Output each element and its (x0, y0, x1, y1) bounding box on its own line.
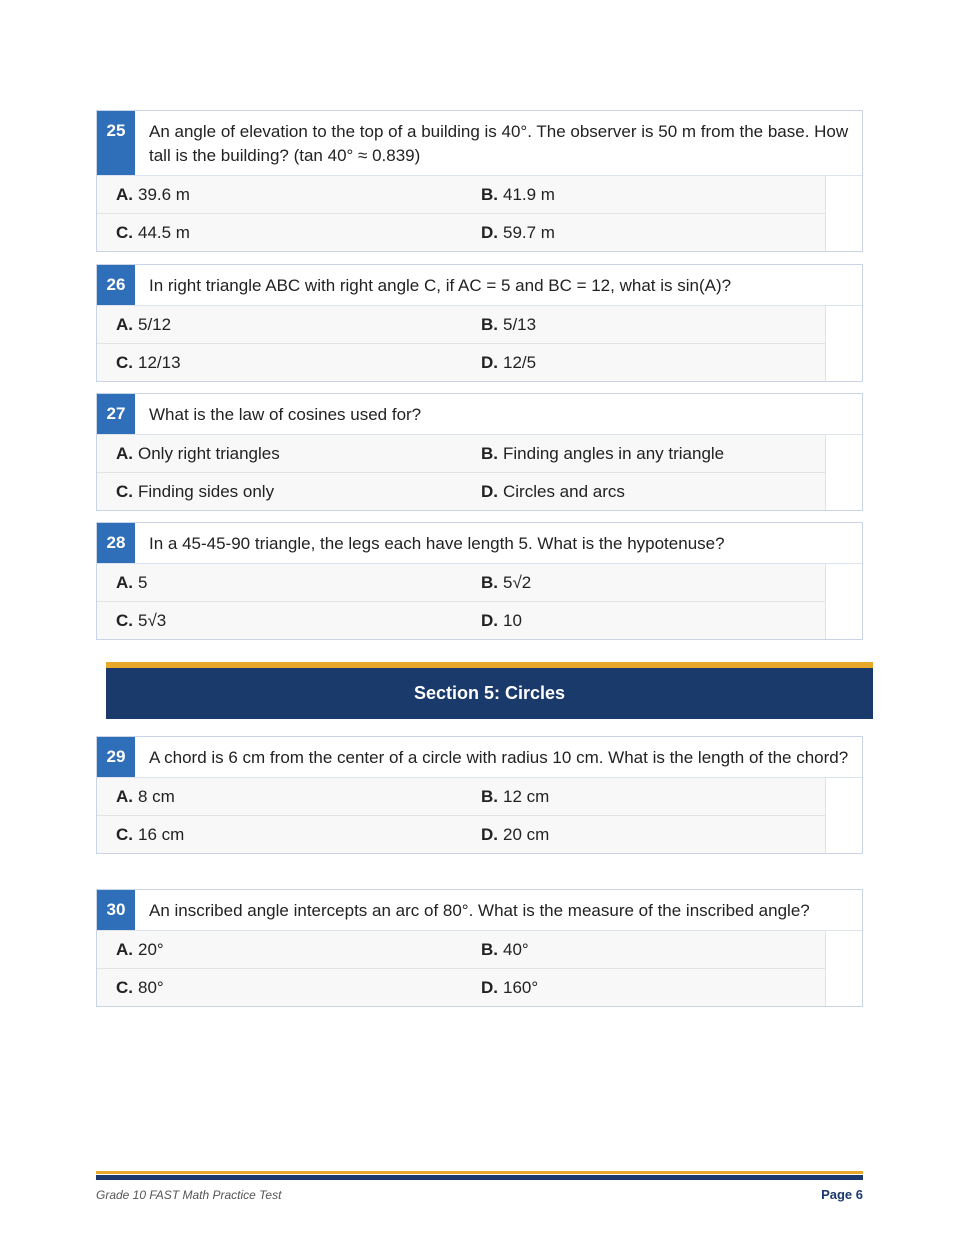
option-text: 10 (503, 610, 522, 630)
question-text: What is the law of cosines used for? (149, 405, 422, 424)
option-text: 160° (503, 977, 539, 997)
option-text: Circles and arcs (503, 481, 625, 501)
option-text: 5√2 (503, 572, 532, 592)
option-letter: C. (116, 610, 133, 630)
option-c[interactable] (97, 602, 461, 639)
option-text: 8 cm (138, 786, 175, 806)
answer-spacer (826, 176, 862, 251)
option-text: 80° (138, 977, 164, 997)
question-25 (96, 110, 863, 252)
question-header (97, 890, 862, 931)
answer-options (97, 306, 862, 381)
question-text: In a 45-45-90 triangle, the legs each have length 5. What is the hypotenuse? (149, 534, 725, 553)
question-text: A chord is 6 cm from the center of a circle with radius 10 cm. What is the length of the chord? (149, 748, 849, 767)
option-b[interactable] (461, 778, 549, 815)
option-text: 59.7 m (503, 222, 555, 242)
footer-title: Grade 10 FAST Math Practice Test (96, 1188, 282, 1202)
option-a[interactable] (97, 931, 461, 968)
option-d[interactable] (461, 473, 625, 510)
option-c[interactable] (97, 816, 461, 853)
answer-spacer (826, 306, 862, 381)
option-b[interactable] (461, 306, 536, 343)
question-number: 26 (97, 265, 135, 305)
option-letter: B. (481, 572, 498, 592)
option-letter: C. (116, 352, 133, 372)
answer-options (97, 931, 862, 1006)
option-letter: A. (116, 184, 133, 204)
answer-options (97, 435, 862, 510)
question-header (97, 265, 862, 306)
option-letter: B. (481, 786, 498, 806)
question-number: 30 (97, 890, 135, 930)
option-text: 20 cm (503, 824, 550, 844)
option-b[interactable] (461, 435, 724, 472)
option-letter: A. (116, 786, 133, 806)
option-letter: C. (116, 824, 133, 844)
question-number: 28 (97, 523, 135, 563)
question-text: An inscribed angle intercepts an arc of 80°. What is the measure of the inscribed angle? (149, 901, 810, 920)
option-letter: A. (116, 572, 133, 592)
option-text: 44.5 m (138, 222, 190, 242)
option-letter: C. (116, 222, 133, 242)
option-text: 5 (138, 572, 148, 592)
answer-options (97, 176, 862, 251)
option-a[interactable] (97, 564, 461, 601)
option-b[interactable] (461, 176, 555, 213)
option-d[interactable] (461, 602, 522, 639)
option-d[interactable] (461, 214, 555, 251)
option-c[interactable] (97, 344, 461, 381)
answer-options (97, 564, 862, 639)
option-letter: D. (481, 352, 498, 372)
answer-spacer (826, 931, 862, 1006)
option-text: 39.6 m (138, 184, 190, 204)
option-letter: B. (481, 443, 498, 463)
option-text: 5√3 (138, 610, 167, 630)
option-text: 12/5 (503, 352, 537, 372)
question-27 (96, 393, 863, 511)
option-letter: A. (116, 939, 133, 959)
option-c[interactable] (97, 214, 461, 251)
question-header (97, 523, 862, 564)
option-text: 20° (138, 939, 164, 959)
question-28 (96, 522, 863, 640)
option-text: 12/13 (138, 352, 181, 372)
question-header (97, 737, 862, 778)
option-letter: D. (481, 481, 498, 501)
option-a[interactable] (97, 778, 461, 815)
question-text: In right triangle ABC with right angle C, if AC = 5 and BC = 12, what is sin(A)? (149, 276, 732, 295)
option-letter: C. (116, 977, 133, 997)
answer-spacer (826, 435, 862, 510)
option-letter: D. (481, 610, 498, 630)
answer-spacer (826, 564, 862, 639)
footer-rule-gold (96, 1171, 863, 1174)
option-letter: B. (481, 939, 498, 959)
option-text: 5/12 (138, 314, 172, 334)
option-text: Finding sides only (138, 481, 275, 501)
option-d[interactable] (461, 816, 549, 853)
question-header (97, 394, 862, 435)
section-header: Section 5: Circles (106, 662, 873, 719)
option-d[interactable] (461, 969, 538, 1006)
question-header (97, 111, 862, 176)
option-letter: D. (481, 824, 498, 844)
option-text: 12 cm (503, 786, 550, 806)
question-number: 25 (97, 111, 135, 175)
option-letter: D. (481, 222, 498, 242)
option-letter: A. (116, 443, 133, 463)
option-a[interactable] (97, 435, 461, 472)
option-text: 5/13 (503, 314, 537, 334)
option-a[interactable] (97, 176, 461, 213)
option-a[interactable] (97, 306, 461, 343)
question-number: 29 (97, 737, 135, 777)
option-text: Only right triangles (138, 443, 280, 463)
question-29 (96, 736, 863, 854)
option-letter: B. (481, 314, 498, 334)
option-letter: B. (481, 184, 498, 204)
option-c[interactable] (97, 473, 461, 510)
answer-options (97, 778, 862, 853)
option-b[interactable] (461, 564, 531, 601)
option-text: Finding angles in any triangle (503, 443, 725, 463)
question-26 (96, 264, 863, 382)
option-text: 41.9 m (503, 184, 555, 204)
footer-rule-navy (96, 1175, 863, 1180)
option-d[interactable] (461, 344, 536, 381)
page-number: Page 6 (821, 1187, 863, 1202)
question-number: 27 (97, 394, 135, 434)
option-c[interactable] (97, 969, 461, 1006)
question-text: An angle of elevation to the top of a building is 40°. The observer is 50 m from the base. How tall is the building? (tan 40° ≈ 0.839) (149, 122, 849, 165)
answer-spacer (826, 778, 862, 853)
option-text: 40° (503, 939, 529, 959)
option-letter: C. (116, 481, 133, 501)
question-30 (96, 889, 863, 1007)
option-text: 16 cm (138, 824, 185, 844)
option-b[interactable] (461, 931, 529, 968)
option-letter: A. (116, 314, 133, 334)
option-letter: D. (481, 977, 498, 997)
